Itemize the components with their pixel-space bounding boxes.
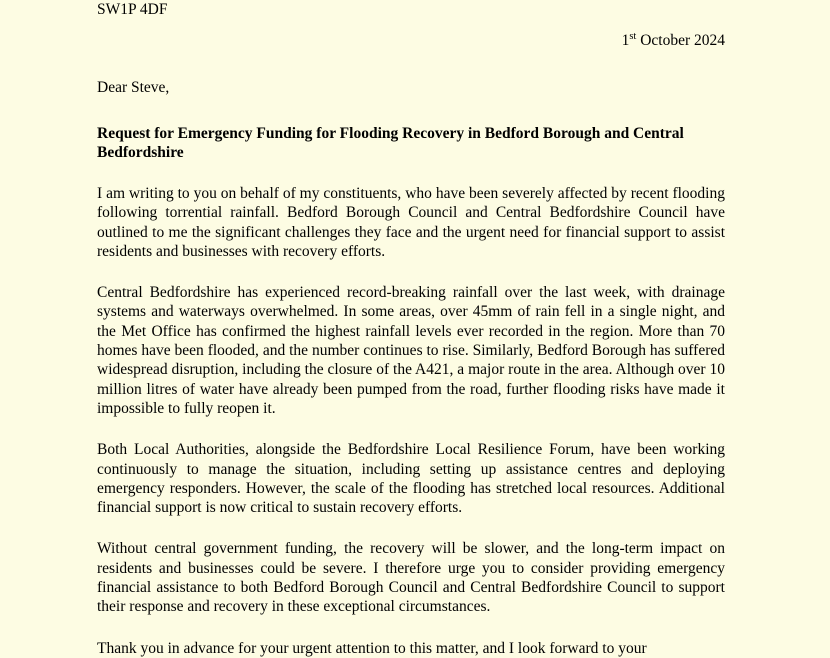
letter-content [97, 0, 725, 658]
paragraph-5: Thank you in advance for your urgent attention to this matter, and I look forward to your [97, 639, 647, 657]
paragraph-3: Both Local Authorities, alongside the Bedfordshire Local Resilience Forum, have been working continuously to manage the situation, including setting up assistance centres and deploying emergency responders. However, the scale of the flooding has stretched local resources. Additional financial support is now critical to sustain recovery efforts. [97, 441, 725, 517]
date-day: 1 [621, 32, 630, 49]
paragraph-1: I am writing to you on behalf of my constituents, who have been severely affected by recent flooding following torrential rainfall. Bedford Borough Council and Central Bedfordshire Council have outlined to me the significant challenges they face and the urgent need for financial support to assist residents and businesses with recovery efforts. [97, 185, 725, 260]
paragraph-2: Central Bedfordshire has experienced record-breaking rainfall over the last week, with drainage systems and waterways overwhelmed. In some areas, over 45mm of rain fell in a single night, and the Met Office has confirmed the highest rainfall levels ever recorded in the region. More than 70 homes have been flooded, and the number continues to rise. Similarly, Bedford Borough has suffered widespread disruption, including the closure of the A421, a major route in the area. Although over 10 million litres of water have already been pumped from the road, further flooding risks have made it impossible to fully reopen it. [97, 284, 725, 417]
date-rest: October 2024 [636, 32, 725, 49]
salutation: Dear Steve, [97, 79, 170, 96]
letter-date [97, 32, 725, 50]
date-ordinal: st [629, 30, 637, 42]
paragraph-4: Without central government funding, the recovery will be slower, and the long-term impact on residents and businesses could be severe. I therefore urge you to consider providing emergency financial assistance to both Bedford Borough Council and Central Bedfordshire Council to support their response and recovery in these exceptional circumstances. [97, 540, 725, 616]
address-last-line: SW1P 4DF [97, 1, 168, 18]
subject-heading: Request for Emergency Funding for Flooding Recovery in Bedford Borough and Central Bedfordshire [97, 125, 684, 161]
